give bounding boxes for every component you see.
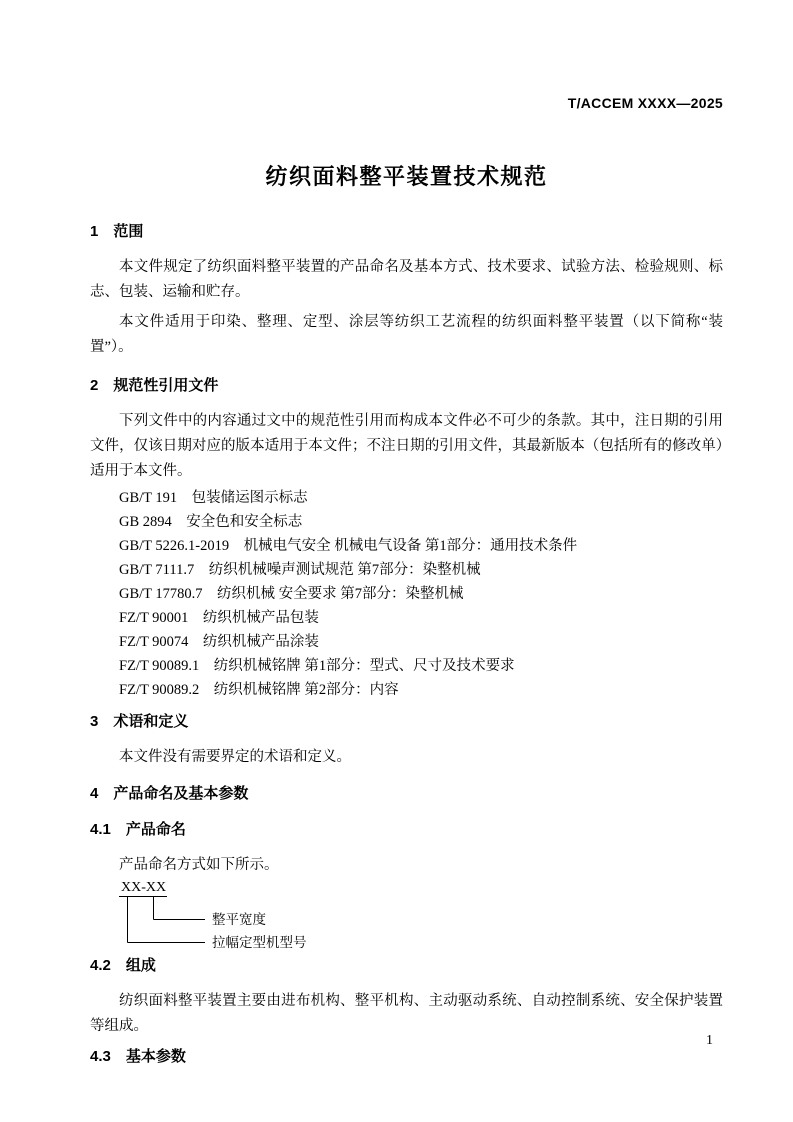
section-4-3-heading: 4.3 基本参数	[90, 1048, 186, 1065]
section-4-heading: 4 产品命名及基本参数	[90, 785, 249, 802]
reference-item: GB 2894 安全色和安全标志	[119, 514, 303, 530]
section-4-2-heading: 4.2 组成	[90, 957, 156, 974]
section-2-paragraph-1: 下列文件中的内容通过文中的规范性引用而构成本文件必不可少的条款。其中，注日期的引用文件，仅该日期对应的版本适用于本文件；不注日期的引用文件，其最新版本（包括所有的修改单）适用于本文件。	[90, 413, 723, 479]
section-1-paragraph-2: 本文件适用于印染、整理、定型、涂层等纺织工艺流程的纺织面料整平装置（以下简称“装置”）。	[90, 314, 723, 355]
section-4-1-heading: 4.1 产品命名	[90, 821, 186, 838]
diagram-label-model: 拉幅定型机型号	[212, 935, 307, 950]
section-4-1-paragraph-1: 产品命名方式如下所示。	[119, 857, 279, 873]
section-1-heading: 1 范围	[90, 223, 144, 240]
normative-references-list	[90, 486, 723, 702]
reference-item: GB/T 191 包装储运图示标志	[119, 490, 308, 506]
reference-item: GB/T 7111.7 纺织机械噪声测试规范 第7部分：染整机械	[119, 562, 481, 578]
reference-item: GB/T 5226.1-2019 机械电气安全 机械电气设备 第1部分：通用技术条件	[119, 538, 578, 554]
reference-item: FZ/T 90074 纺织机械产品涂装	[119, 634, 319, 650]
section-3-heading: 3 术语和定义	[90, 713, 189, 730]
naming-code: XX-XX	[121, 880, 167, 895]
document-title: 纺织面料整平装置技术规范	[265, 164, 548, 189]
doc-number: T/ACCEM XXXX—2025	[567, 95, 723, 111]
page-number: 1	[706, 1033, 713, 1048]
reference-item: FZ/T 90001 纺织机械产品包装	[119, 610, 319, 626]
reference-item: FZ/T 90089.1 纺织机械铭牌 第1部分：型式、尺寸及技术要求	[119, 658, 515, 674]
reference-item: GB/T 17780.7 纺织机械 安全要求 第7部分：染整机械	[119, 586, 464, 602]
naming-diagram	[119, 878, 723, 954]
section-3-paragraph-1: 本文件没有需要界定的术语和定义。	[119, 749, 351, 765]
section-4-2-paragraph-1: 纺织面料整平装置主要由进布机构、整平机构、主动驱动系统、自动控制系统、安全保护装置等组成。	[90, 993, 723, 1034]
section-2-heading: 2 规范性引用文件	[90, 377, 219, 394]
section-1-paragraph-1: 本文件规定了纺织面料整平装置的产品命名及基本方式、技术要求、试验方法、检验规则、标志、包装、运输和贮存。	[90, 259, 723, 300]
diagram-label-width: 整平宽度	[212, 912, 266, 927]
reference-item: FZ/T 90089.2 纺织机械铭牌 第2部分：内容	[119, 682, 399, 698]
